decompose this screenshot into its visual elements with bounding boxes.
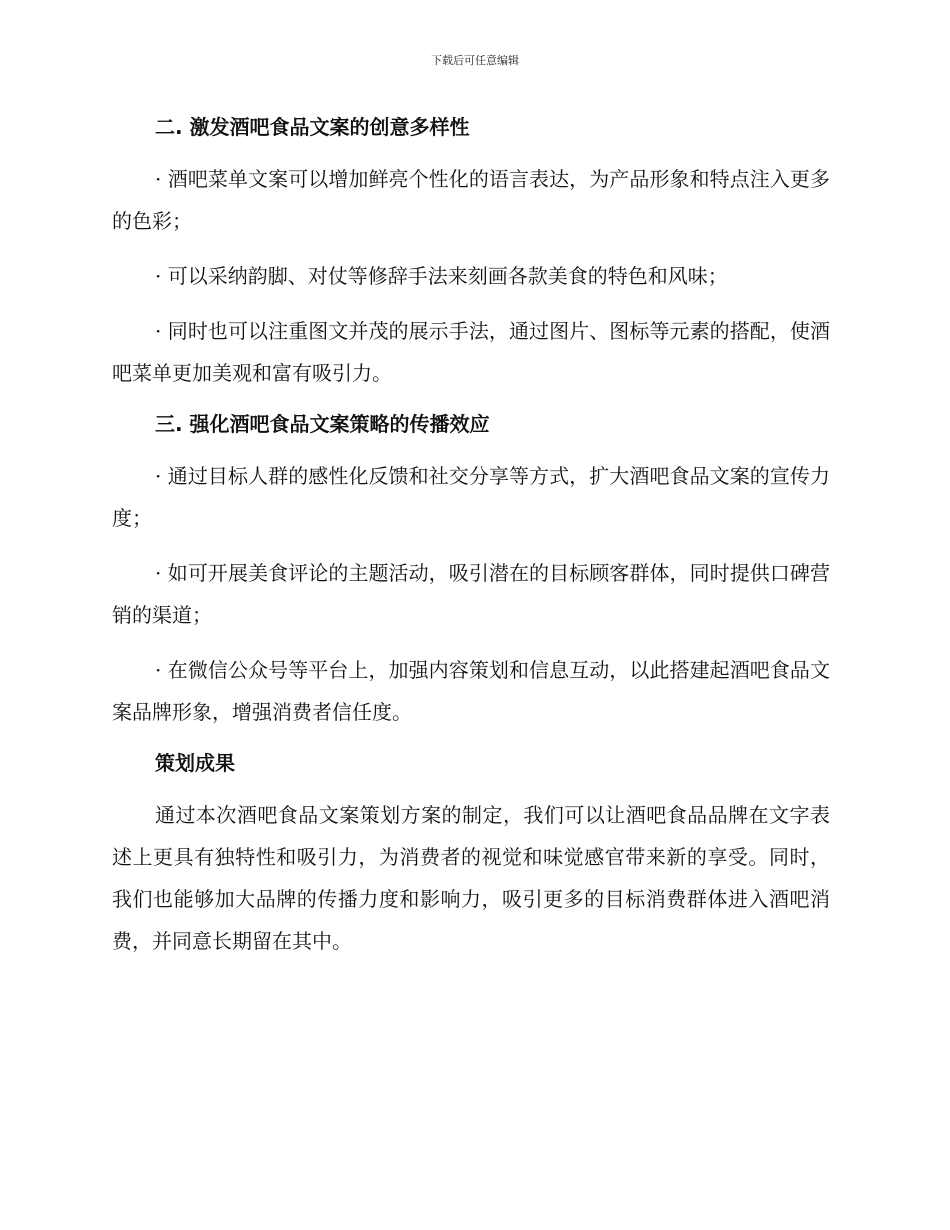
section-2-item-1: · 酒吧菜单文案可以增加鲜亮个性化的语言表达，为产品形象和特点注入更多的色彩；: [112, 167, 830, 233]
section-3-item-1: · 通过目标人群的感性化反馈和社交分享等方式，扩大酒吧食品文案的宣传力度；: [112, 464, 830, 530]
section-3-item-3: · 在微信公众号等平台上，加强内容策划和信息互动，以此搭建起酒吧食品文案品牌形象，增强消费者信任度。: [112, 658, 830, 724]
results-paragraph: 通过本次酒吧食品文案策划方案的制定，我们可以让酒吧食品品牌在文字表述上更具有独特性和吸引力，为消费者的视觉和味觉感官带来新的享受。同时，我们也能够加大品牌的传播力度和影响力，吸引更多的目标消费群体进入酒吧消费，并同意长期留在其中。: [112, 803, 830, 953]
page-header-note: 下载后可任意编辑: [431, 54, 519, 67]
section-2-heading: 二. 激发酒吧食品文案的创意多样性: [155, 115, 470, 139]
section-3-heading: 三. 强化酒吧食品文案策略的传播效应: [155, 412, 490, 436]
section-2-item-3: · 同时也可以注重图文并茂的展示手法，通过图片、图标等元素的搭配，使酒吧菜单更加美观和富有吸引力。: [112, 319, 830, 385]
section-3-item-2: · 如可开展美食评论的主题活动，吸引潜在的目标顾客群体，同时提供口碑营销的渠道；: [112, 561, 830, 627]
document-body: [112, 110, 830, 975]
results-heading: 策划成果: [155, 751, 235, 775]
section-2-item-2: · 可以采纳韵脚、对仗等修辞手法来刻画各款美食的特色和风味；: [155, 264, 728, 288]
